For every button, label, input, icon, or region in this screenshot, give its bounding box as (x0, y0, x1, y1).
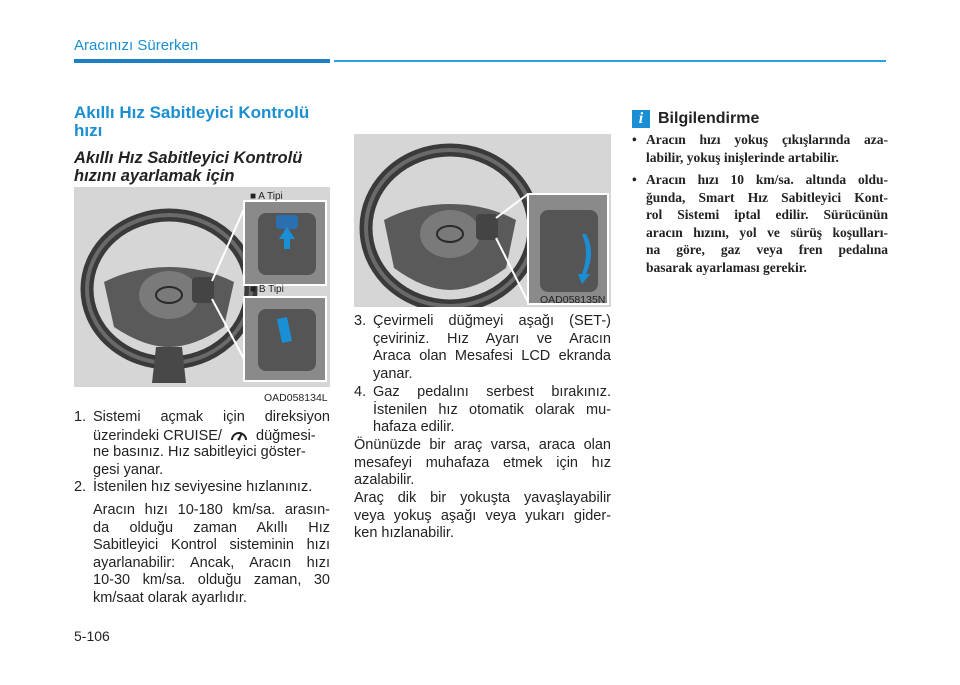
bullet-line: rol Sistemi iptal edilir. Sürücünün (646, 207, 888, 222)
step-3-line: Araca olan Mesafesi LCD ekranda (373, 348, 611, 364)
section-header: Aracınızı Sürerken (74, 37, 199, 54)
step-1-line: Sistemi açmak için direksiyon (93, 409, 330, 425)
info-bullet-2 (632, 171, 888, 276)
paragraph-line: azalabilir. (354, 472, 415, 488)
step-2 (74, 479, 330, 497)
paragraph-line: ken hızlanabilir. (354, 525, 454, 541)
step-1-number: 1. (74, 409, 87, 425)
step-3-line: yanar. (373, 365, 413, 382)
step-4-line: hafaza edilir. (373, 419, 455, 435)
paragraph-line: mesafeyi muhafaza etmek için hız (354, 454, 611, 471)
bullet-line: Aracın hızı 10 km/sa. altında oldu- (646, 172, 888, 187)
step-2-paragraph (93, 502, 330, 607)
step-2-line: km/saat olarak ayarlıdır. (93, 589, 247, 606)
page-number: 5-106 (74, 628, 110, 644)
paragraph-line: veya yokuş aşağı veya yukarı gider- (354, 507, 611, 524)
steering-wheel-illustration (74, 187, 330, 387)
step-1 (74, 409, 330, 479)
bullet-line: ğunda, Smart Hız Sabitleyici Kont- (646, 189, 888, 205)
header-rule-light (334, 60, 886, 62)
step-3 (354, 313, 611, 383)
header-rule-dark (74, 59, 330, 63)
step-3-line: Çevirmeli düğmeyi aşağı (SET-) (373, 313, 611, 329)
section-subtitle: Akıllı Hız Sabitleyici Kontrolü hızını ayarlamak için (74, 149, 303, 185)
steering-wheel-figure-1 (74, 187, 330, 387)
step-4-number: 4. (354, 384, 367, 400)
figure-1-code: OAD058134L (264, 392, 328, 404)
step-1-line: ne basınız. Hız sabitleyici göster- (93, 444, 306, 460)
section-title: Akıllı Hız Sabitleyici Kontrolü hızı (74, 103, 310, 140)
bullet-line: basarak ayarlaması gerekir. (646, 259, 807, 275)
bullet-line: na göre, gaz veya fren pedalına (646, 242, 888, 257)
bullet-dot: • (632, 132, 637, 147)
step-2-line: 10-30 km/sa. olduğu zaman, 30 (93, 572, 330, 588)
paragraph-line: Önünüzde bir araç varsa, araca olan (354, 437, 611, 453)
step-4 (354, 384, 611, 437)
figure-2-code: OAD058135N (540, 294, 606, 306)
step-4-line: İstenilen hız otomatik olarak mu- (373, 401, 611, 418)
paragraph-2 (354, 490, 611, 543)
step-2-line: Aracın hızı 10-180 km/sa. arasın- (93, 502, 330, 518)
type-b-label: ■ B Tipi (250, 284, 284, 295)
step-2-line: Sabitleyici Kontrol sisteminin hızı (93, 537, 330, 553)
step-3-line: çeviriniz. Hız Ayarı ve Aracın (373, 330, 611, 347)
step-2-number: 2. (74, 479, 87, 495)
bullet-line: labilir, yokuş inişlerinde artabilir. (646, 149, 839, 165)
step-1-line: üzerindeki CRUISE/ (93, 427, 222, 444)
type-a-label: ■ A Tipi (250, 191, 283, 202)
steering-wheel-illustration-2 (354, 134, 611, 307)
step-1-line: düğmesi- (256, 427, 316, 444)
bullet-line: Aracın hızı yokuş çıkışlarında aza- (646, 132, 888, 147)
step-4-line: Gaz pedalını serbest bırakınız. (373, 384, 611, 400)
paragraph-line: Araç dik bir yokuşta yavaşlayabilir (354, 490, 611, 506)
step-2-line: da olduğu zaman Akıllı Hız (93, 519, 330, 536)
step-2-line: İstenilen hız seviyesine hızlanınız. (93, 479, 313, 495)
info-icon: i (632, 110, 650, 128)
info-title: Bilgilendirme (658, 110, 760, 127)
steering-wheel-figure-2 (354, 134, 611, 307)
bullet-dot: • (632, 172, 637, 187)
step-1-line: gesi yanar. (93, 461, 164, 478)
bullet-line: aracın hızını, yol ve sürüş koşulları- (646, 224, 888, 240)
info-bullet-1 (632, 131, 888, 166)
step-2-line: ayarlanabilir: Ancak, Aracın hızı (93, 554, 330, 571)
step-3-number: 3. (354, 313, 367, 329)
cruise-speedometer-icon (230, 427, 248, 442)
paragraph-1 (354, 437, 611, 490)
